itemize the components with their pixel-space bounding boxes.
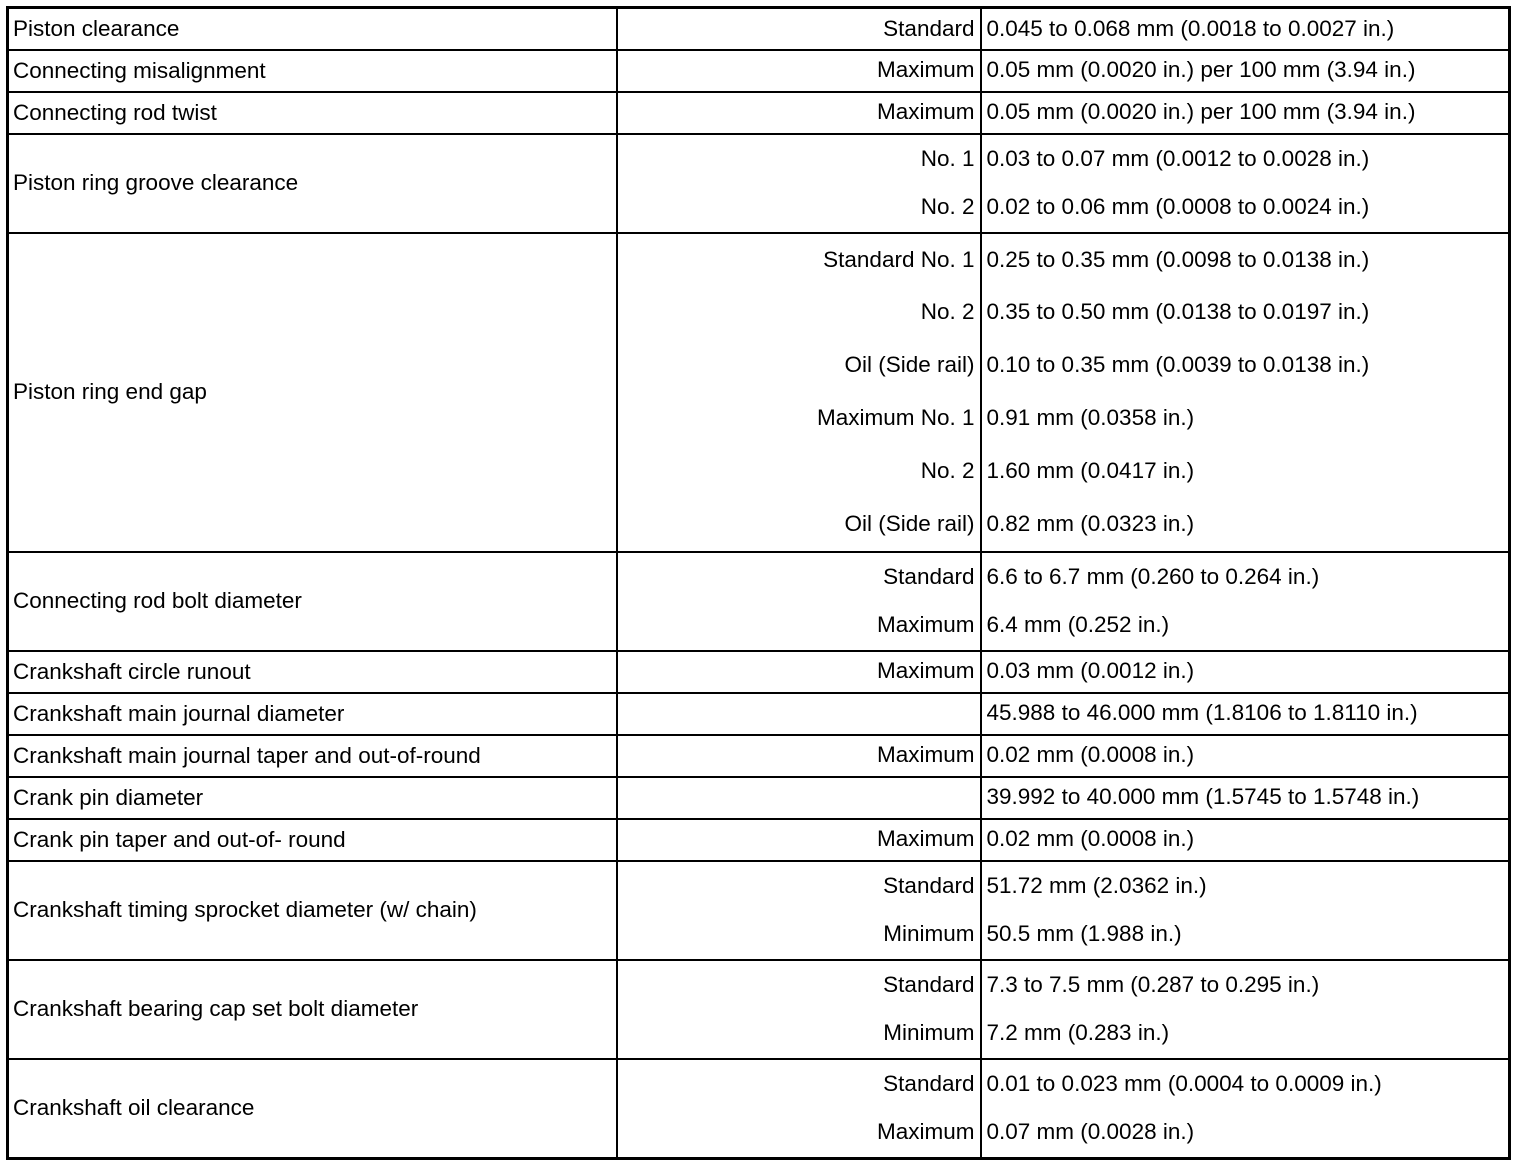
- spec-name: Crankshaft main journal taper and out-of-round: [8, 735, 617, 777]
- condition-label: No. 1: [920, 145, 975, 171]
- table-row: [8, 651, 1510, 693]
- spec-value: 0.01 to 0.023 mm (0.0004 to 0.0009 in.): [986, 1070, 1382, 1096]
- spec-name: Crank pin diameter: [8, 777, 617, 819]
- table-row: [8, 960, 1510, 1059]
- condition-label: Minimum: [883, 1020, 975, 1045]
- value-cell: [981, 651, 1510, 693]
- table-row: [8, 50, 1510, 92]
- spec-table: [6, 6, 1511, 1160]
- spec-value: 45.988 to 46.000 mm (1.8106 to 1.8110 in.): [986, 700, 1418, 726]
- condition-cell: [617, 233, 981, 552]
- spec-value: 0.02 mm (0.0008 in.): [986, 826, 1195, 852]
- condition-label: Standard: [883, 563, 975, 589]
- spec-name: Crank pin taper and out-of- round: [8, 819, 617, 861]
- value-cell: [981, 861, 1510, 960]
- spec-name: Piston ring end gap: [8, 233, 617, 552]
- condition-label: Standard No. 1: [823, 246, 975, 272]
- condition-label: Standard: [883, 971, 975, 997]
- table-row: [8, 735, 1510, 777]
- spec-value: 0.05 mm (0.0020 in.) per 100 mm (3.94 in.): [986, 57, 1416, 83]
- condition-label: Standard: [883, 1070, 975, 1096]
- condition-label: Standard: [883, 15, 975, 41]
- condition-cell: [617, 960, 981, 1059]
- value-cell: [981, 552, 1510, 651]
- table-row: [8, 8, 1510, 50]
- condition-cell: [617, 819, 981, 861]
- condition-cell: [617, 777, 981, 819]
- condition-label: Maximum: [876, 826, 975, 852]
- condition-label: Standard: [883, 872, 975, 898]
- condition-label: Oil (Side rail): [844, 510, 975, 536]
- spec-value: 0.045 to 0.068 mm (0.0018 to 0.0027 in.): [986, 15, 1395, 41]
- spec-value: 1.60 mm (0.0417 in.): [986, 457, 1195, 483]
- condition-cell: [617, 92, 981, 134]
- spec-name: Crankshaft bearing cap set bolt diameter: [8, 960, 617, 1059]
- value-cell: [981, 134, 1510, 233]
- spec-value: 39.992 to 40.000 mm (1.5745 to 1.5748 in.): [986, 784, 1420, 810]
- table-row: [8, 693, 1510, 735]
- spec-name: Crankshaft main journal diameter: [8, 693, 617, 735]
- table-row: [8, 861, 1510, 960]
- spec-name: Connecting rod bolt diameter: [8, 552, 617, 651]
- condition-cell: [617, 693, 981, 735]
- value-cell: [981, 50, 1510, 92]
- spec-value: 0.05 mm (0.0020 in.) per 100 mm (3.94 in.): [986, 99, 1416, 125]
- spec-value: 0.82 mm (0.0323 in.): [986, 510, 1195, 536]
- spec-value: 0.91 mm (0.0358 in.): [986, 405, 1195, 431]
- spec-value: 50.5 mm (1.988 in.): [986, 921, 1182, 946]
- spec-value: 7.2 mm (0.283 in.): [986, 1020, 1170, 1045]
- condition-cell: [617, 134, 981, 233]
- spec-name: Crankshaft timing sprocket diameter (w/ chain): [8, 861, 617, 960]
- table-row: [8, 134, 1510, 233]
- spec-value: 0.02 mm (0.0008 in.): [986, 742, 1195, 768]
- value-cell: [981, 92, 1510, 134]
- value-cell: [981, 735, 1510, 777]
- spec-value: 7.3 to 7.5 mm (0.287 to 0.295 in.): [986, 971, 1320, 997]
- table-row: [8, 819, 1510, 861]
- condition-label: Maximum: [876, 1119, 975, 1144]
- spec-name: Piston ring groove clearance: [8, 134, 617, 233]
- condition-label: Minimum: [883, 921, 975, 946]
- spec-value: 0.03 to 0.07 mm (0.0012 to 0.0028 in.): [986, 145, 1370, 171]
- spec-value: 0.02 to 0.06 mm (0.0008 to 0.0024 in.): [986, 194, 1370, 219]
- condition-label: No. 2: [920, 299, 975, 325]
- condition-label: No. 2: [920, 457, 975, 483]
- spec-value: 51.72 mm (2.0362 in.): [986, 872, 1207, 898]
- value-cell: [981, 777, 1510, 819]
- spec-value: 6.6 to 6.7 mm (0.260 to 0.264 in.): [986, 563, 1320, 589]
- condition-cell: [617, 861, 981, 960]
- spec-value: 0.07 mm (0.0028 in.): [986, 1119, 1195, 1144]
- spec-name: Crankshaft oil clearance: [8, 1059, 617, 1159]
- spec-value: 0.25 to 0.35 mm (0.0098 to 0.0138 in.): [986, 246, 1370, 272]
- condition-cell: [617, 8, 981, 50]
- value-cell: [981, 233, 1510, 552]
- value-cell: [981, 693, 1510, 735]
- condition-label: Maximum No. 1: [816, 405, 975, 431]
- spec-value: 0.35 to 0.50 mm (0.0138 to 0.0197 in.): [986, 299, 1370, 325]
- spec-name: Crankshaft circle runout: [8, 651, 617, 693]
- spec-name: Connecting misalignment: [8, 50, 617, 92]
- spec-value: 6.4 mm (0.252 in.): [986, 612, 1170, 637]
- spec-value: 0.03 mm (0.0012 in.): [986, 658, 1195, 684]
- condition-label: Maximum: [876, 742, 975, 768]
- condition-cell: [617, 50, 981, 92]
- table-row: [8, 233, 1510, 552]
- table-row: [8, 92, 1510, 134]
- table-row: [8, 777, 1510, 819]
- spec-name: Connecting rod twist: [8, 92, 617, 134]
- spec-name: Piston clearance: [8, 8, 617, 50]
- value-cell: [981, 8, 1510, 50]
- value-cell: [981, 819, 1510, 861]
- value-cell: [981, 960, 1510, 1059]
- table-row: [8, 552, 1510, 651]
- condition-cell: [617, 651, 981, 693]
- table-row: [8, 1059, 1510, 1159]
- condition-cell: [617, 735, 981, 777]
- condition-label: No. 2: [920, 194, 975, 219]
- value-cell: [981, 1059, 1510, 1159]
- condition-cell: [617, 1059, 981, 1159]
- condition-cell: [617, 552, 981, 651]
- condition-label: Maximum: [876, 57, 975, 83]
- spec-value: 0.10 to 0.35 mm (0.0039 to 0.0138 in.): [986, 352, 1370, 378]
- condition-label: Maximum: [876, 99, 975, 125]
- condition-label: Maximum: [876, 658, 975, 684]
- condition-label: Maximum: [876, 612, 975, 637]
- condition-label: Oil (Side rail): [844, 352, 975, 378]
